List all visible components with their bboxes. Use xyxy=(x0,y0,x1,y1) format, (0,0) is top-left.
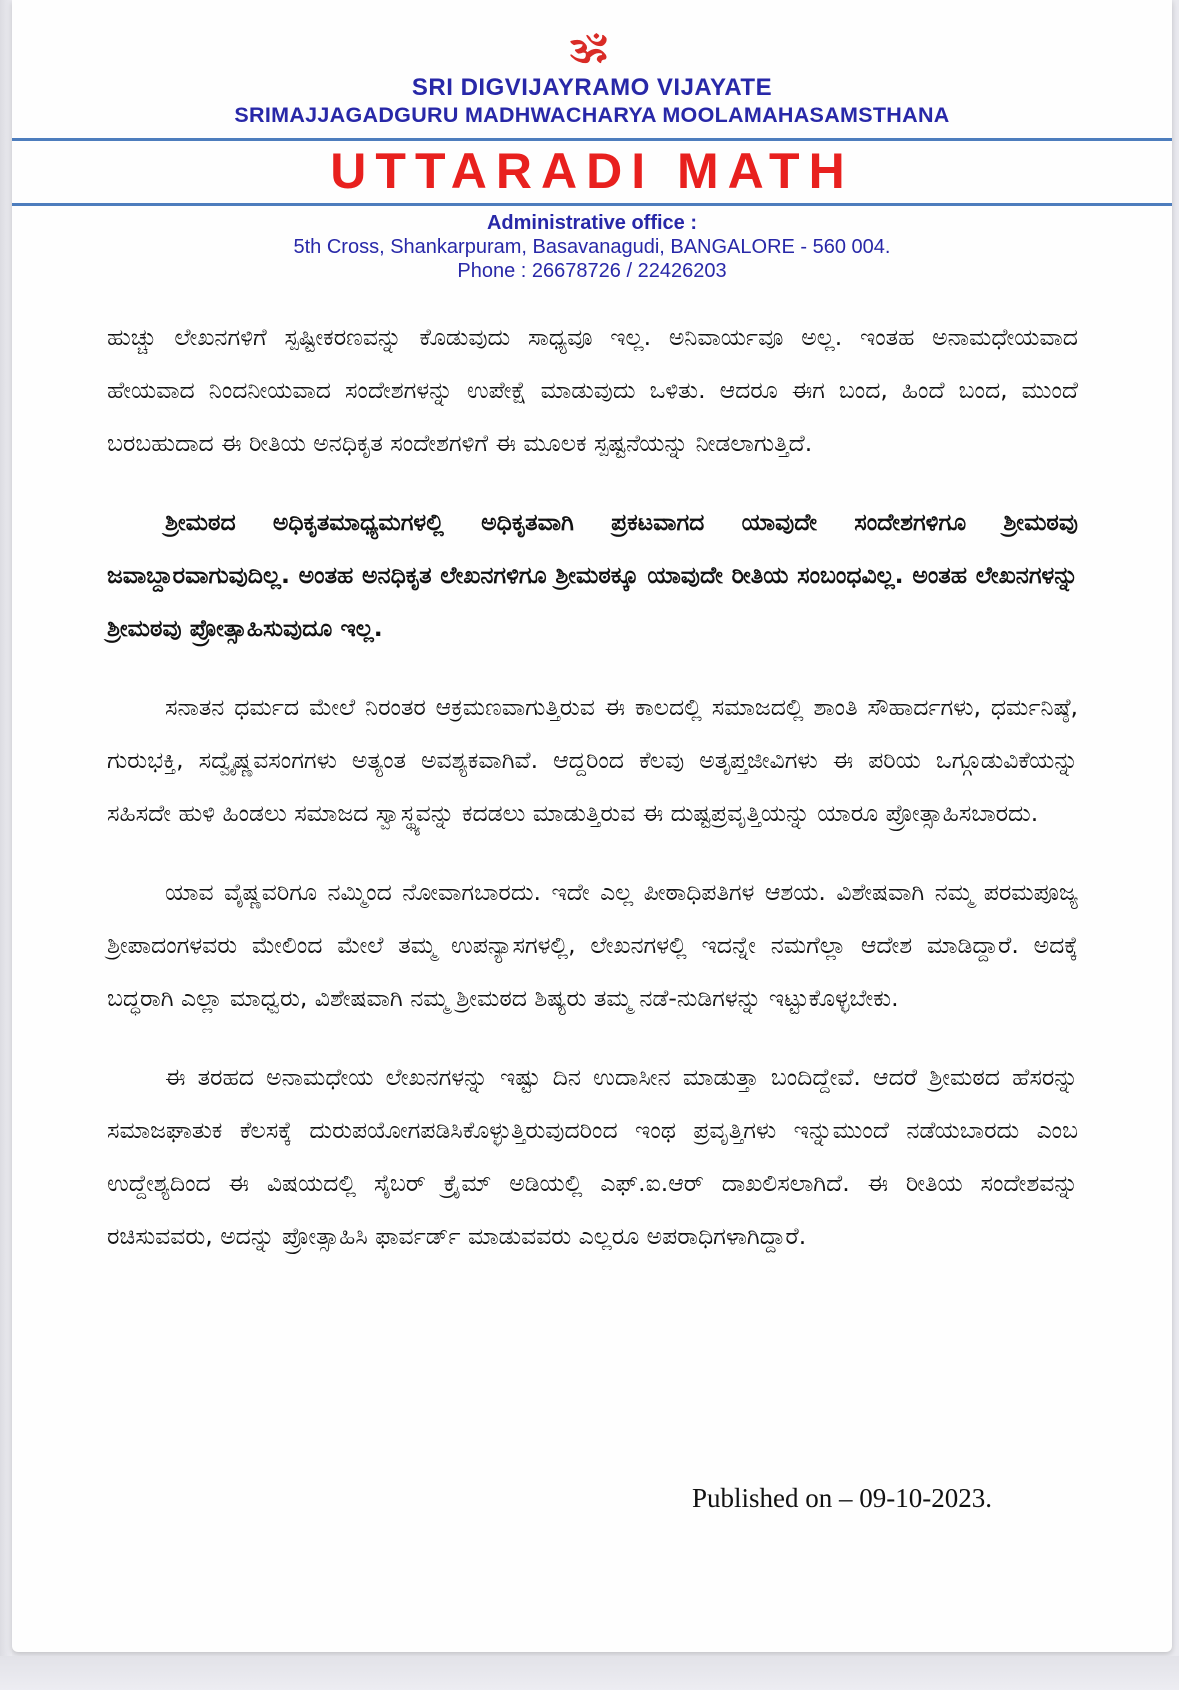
paragraph-2: ಶ್ರೀಮಠದ ಅಧಿಕೃತಮಾಧ್ಯಮಗಳಲ್ಲಿ ಅಧಿಕೃತವಾಗಿ ಪ್ರಕಟವಾಗದ ಯಾವುದೇ ಸಂದೇಶಗಳಿಗೂ ಶ್ರೀಮಠವು ಜವಾಬ್ದಾರವಾಗುವುದಿಲ್ಲ. ಅಂತಹ ಅನಧಿಕೃತ ಲೇಖನಗಳಿಗೂ ಶ್ರೀಮಠಕ್ಕೂ ಯಾವುದೇ ರೀತಿಯ ಸಂಬಂಧವಿಲ್ಲ. ಅಂತಹ ಲೇಖನಗಳನ್ನು ಶ್ರೀಮಠವು ಪ್ರೋತ್ಸಾಹಿಸುವುದೂ ಇಲ್ಲ. xyxy=(107,508,1078,642)
page-bottom-edge-shadow xyxy=(0,1656,1179,1690)
letterhead xyxy=(12,0,1172,283)
office-phone: Phone : 26678726 / 22426203 xyxy=(457,260,727,282)
om-icon: ॐ xyxy=(571,25,613,71)
motto-text: SRI DIGVIJAYRAMO VIJAYATE xyxy=(411,74,773,101)
document-body xyxy=(107,311,1078,1263)
office-block xyxy=(12,211,1172,283)
publish-date: Published on – 09-10-2023. xyxy=(692,1483,992,1513)
paragraph-1: ಹುಚ್ಚು ಲೇಖನಗಳಿಗೆ ಸ್ಪಷ್ಟೀಕರಣವನ್ನು ಕೊಡುವುದು ಸಾಧ್ಯವೂ ಇಲ್ಲ. ಅನಿವಾರ್ಯವೂ ಅಲ್ಲ. ಇಂತಹ ಅನಾಮಧೇಯವಾದ ಹೇಯವಾದ ನಿಂದನೀಯವಾದ ಸಂದೇಶಗಳನ್ನು ಉಪೇಕ್ಷೆ ಮಾಡುವುದು ಒಳಿತು. ಆದರೂ ಈಗ ಬಂದ, ಹಿಂದೆ ಬಂದ, ಮುಂದೆ ಬರಬಹುದಾದ ಈ ರೀತಿಯ ಅನಧಿಕೃತ ಸಂದೇಶಗಳಿಗೆ ಈ ಮೂಲಕ ಸ್ಪಷ್ಟನೆಯನ್ನು ನೀಡಲಾಗುತ್ತಿದೆ. xyxy=(107,323,1078,457)
math-title: UTTARADI MATH xyxy=(330,143,854,199)
page-left-edge-shadow xyxy=(0,0,12,1690)
title-banner xyxy=(12,138,1172,206)
document-page xyxy=(12,0,1172,1652)
paragraph-3: ಸನಾತನ ಧರ್ಮದ ಮೇಲೆ ನಿರಂತರ ಆಕ್ರಮಣವಾಗುತ್ತಿರುವ ಈ ಕಾಲದಲ್ಲಿ ಸಮಾಜದಲ್ಲಿ ಶಾಂತಿ ಸೌಹಾರ್ದಗಳು, ಧರ್ಮನಿಷ್ಠೆ, ಗುರುಭಕ್ತಿ, ಸದ್ವೈಷ್ಣವಸಂಗಗಳು ಅತ್ಯಂತ ಅವಶ್ಯಕವಾಗಿವೆ. ಆದ್ದರಿಂದ ಕೆಲವು ಅತೃಪ್ತಜೀವಿಗಳು ಈ ಪರಿಯ ಒಗ್ಗೂಡುವಿಕೆಯನ್ನು ಸಹಿಸದೇ ಹುಳಿ ಹಿಂಡಲು ಸಮಾಜದ ಸ್ವಾಸ್ಥ್ಯವನ್ನು ಕದಡಲು ಮಾಡುತ್ತಿರುವ ಈ ದುಷ್ಟಪ್ರವೃತ್ತಿಯನ್ನು ಯಾರೂ ಪ್ರೋತ್ಸಾಹಿಸಬಾರದು. xyxy=(107,693,1078,827)
office-label: Administrative office : xyxy=(486,212,698,234)
office-address: 5th Cross, Shankarpuram, Basavanagudi, BANGALORE - 560 004. xyxy=(293,236,891,258)
institution-name: SRIMAJJAGADGURU MADHWACHARYA MOOLAMAHASAMSTHANA xyxy=(234,103,950,127)
paragraph-5: ಈ ತರಹದ ಅನಾಮಧೇಯ ಲೇಖನಗಳನ್ನು ಇಷ್ಟು ದಿನ ಉದಾಸೀನ ಮಾಡುತ್ತಾ ಬಂದಿದ್ದೇವೆ. ಆದರೆ ಶ್ರೀಮಠದ ಹೆಸರನ್ನು ಸಮಾಜಘಾತುಕ ಕೆಲಸಕ್ಕೆ ದುರುಪಯೋಗಪಡಿಸಿಕೊಳ್ಳುತ್ತಿರುವುದರಿಂದ ಇಂಥ ಪ್ರವೃತ್ತಿಗಳು ಇನ್ನುಮುಂದೆ ನಡೆಯಬಾರದು ಎಂಬ ಉದ್ದೇಶ್ಯದಿಂದ ಈ ವಿಷಯದಲ್ಲಿ ಸೈಬರ್ ಕ್ರೈಮ್ ಅಡಿಯಲ್ಲಿ ಎಫ್.ಐ.ಆರ್ ದಾಖಲಿಸಲಾಗಿದೆ. ಈ ರೀತಿಯ ಸಂದೇಶವನ್ನು ರಚಿಸುವವರು, ಅದನ್ನು ಪ್ರೋತ್ಸಾಹಿಸಿ ಫಾರ್ವರ್ಡ್ ಮಾಡುವವರು ಎಲ್ಲರೂ ಅಪರಾಧಿಗಳಾಗಿದ್ದಾರೆ. xyxy=(107,1063,1078,1250)
paragraph-4: ಯಾವ ವೈಷ್ಣವರಿಗೂ ನಮ್ಮಿಂದ ನೋವಾಗಬಾರದು. ಇದೇ ಎಲ್ಲ ಪೀಠಾಧಿಪತಿಗಳ ಆಶಯ. ವಿಶೇಷವಾಗಿ ನಮ್ಮ ಪರಮಪೂಜ್ಯ ಶ್ರೀಪಾದಂಗಳವರು ಮೇಲಿಂದ ಮೇಲೆ ತಮ್ಮ ಉಪನ್ಯಾಸಗಳಲ್ಲಿ, ಲೇಖನಗಳಲ್ಲಿ ಇದನ್ನೇ ನಮಗೆಲ್ಲಾ ಆದೇಶ ಮಾಡಿದ್ದಾರೆ. ಅದಕ್ಕೆ ಬದ್ಧರಾಗಿ ಎಲ್ಲಾ ಮಾಧ್ವರು, ವಿಶೇಷವಾಗಿ ನಮ್ಮ ಶ್ರೀಮಠದ ಶಿಷ್ಯರು ತಮ್ಮ ನಡೆ-ನುಡಿಗಳನ್ನು ಇಟ್ಟುಕೊಳ್ಳಬೇಕು. xyxy=(107,878,1078,1012)
